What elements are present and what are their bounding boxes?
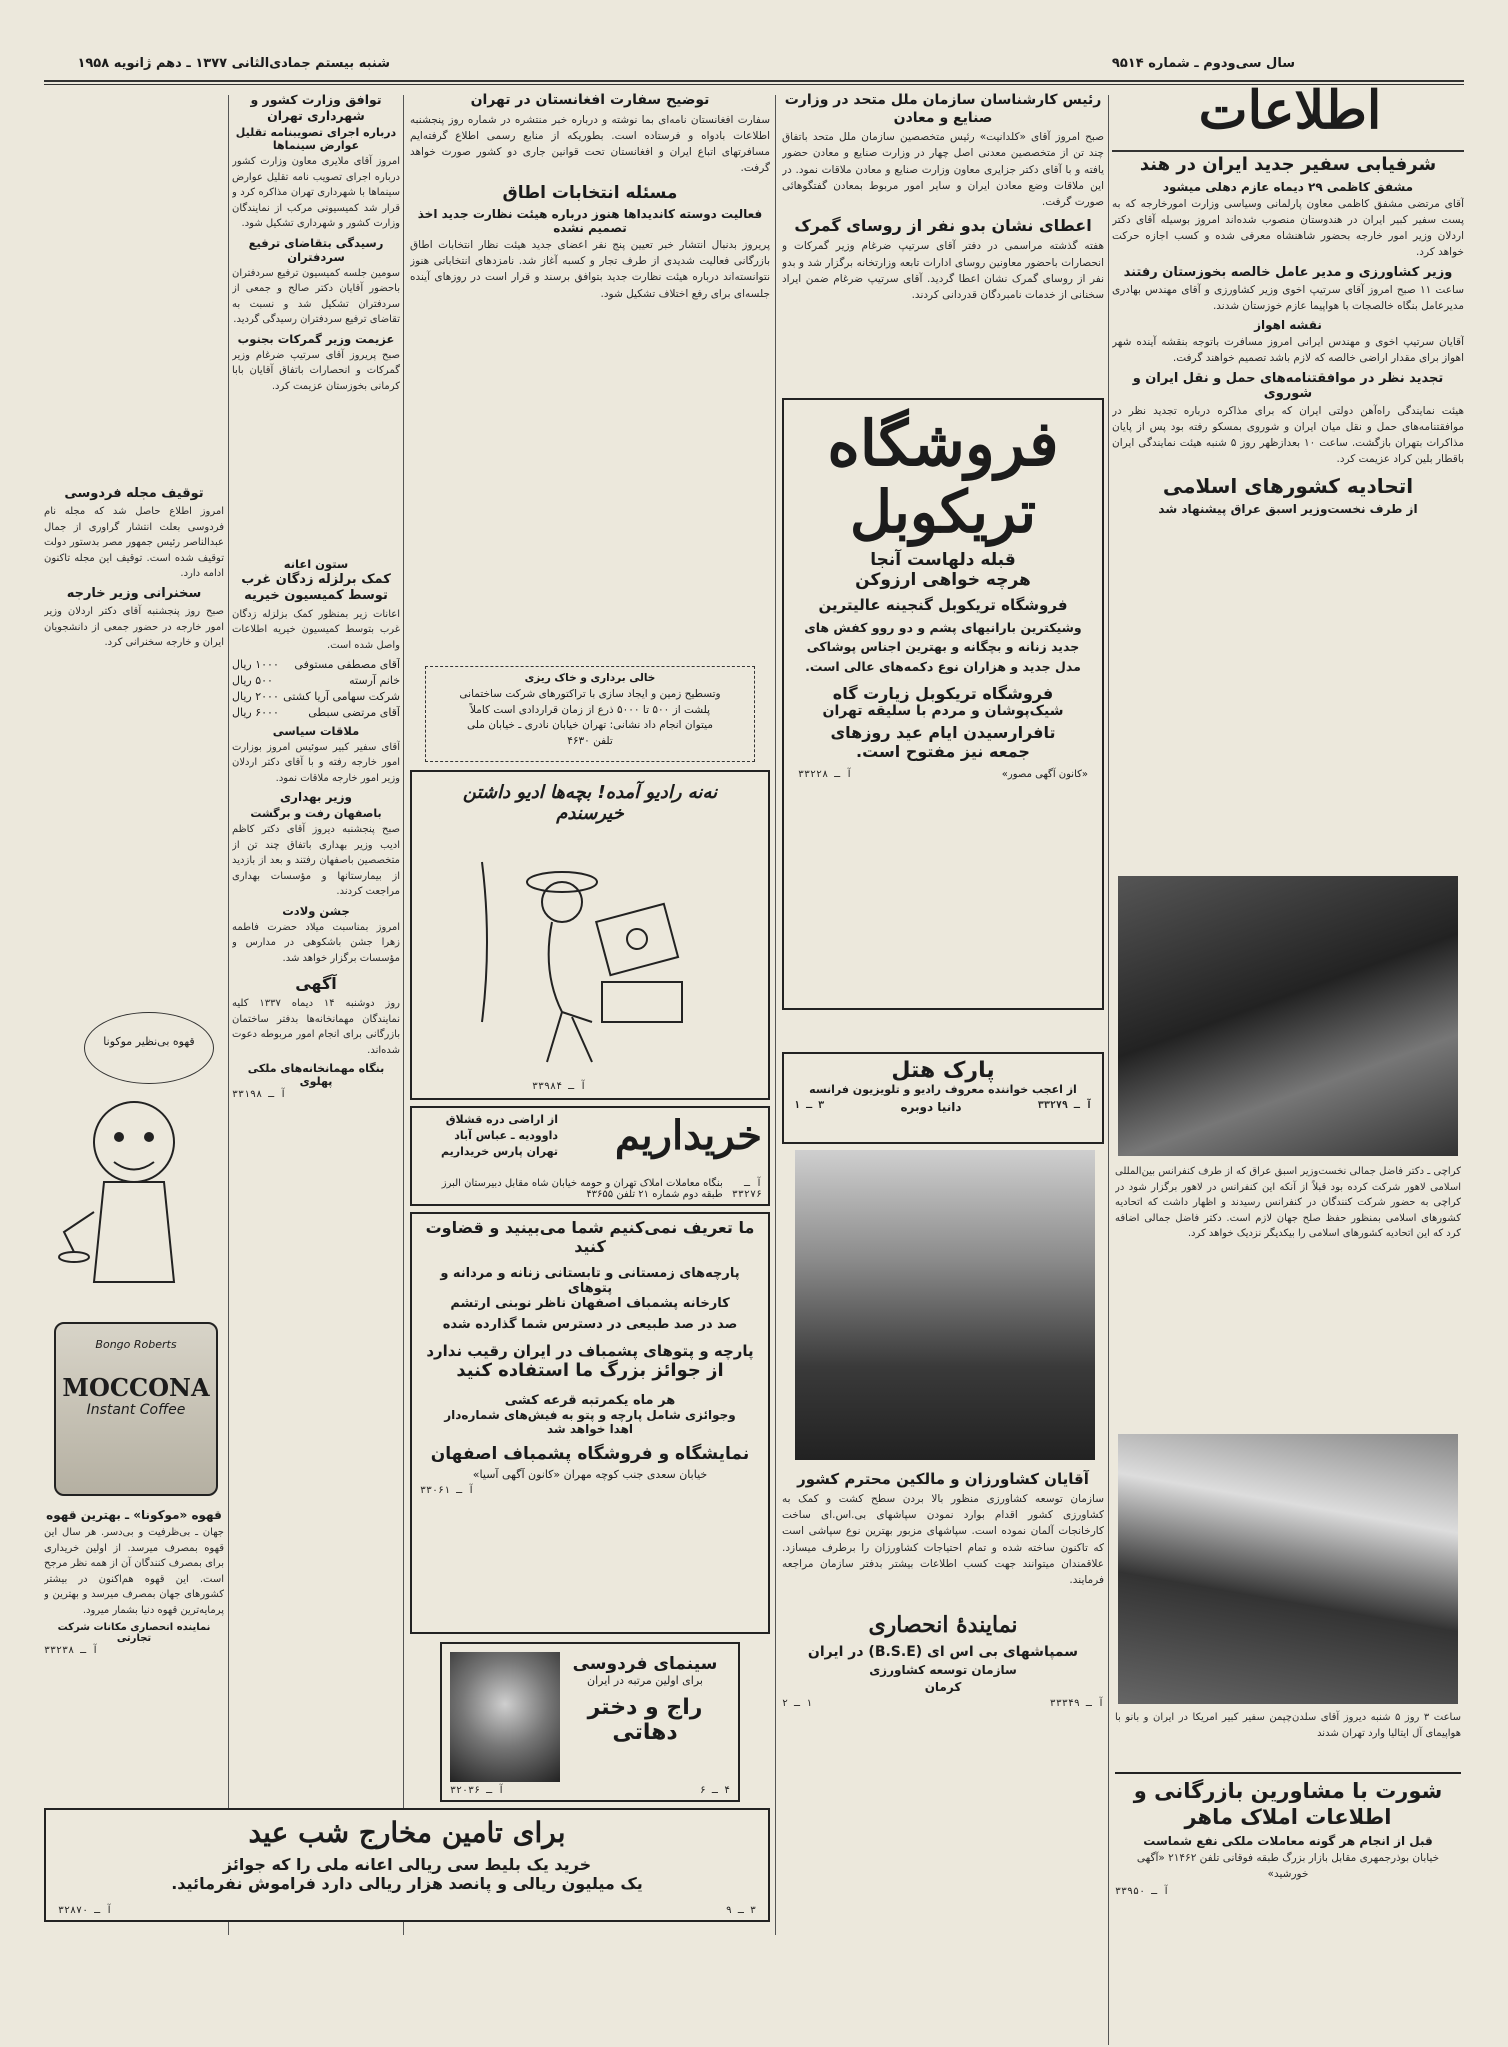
lottery-ad bbox=[44, 1808, 770, 1922]
ad-line: فروشگاه تریکوبل گنجینه عالیترین bbox=[818, 595, 1068, 614]
speech-bubble: قهوه بی‌نظیر موکونا bbox=[84, 1012, 214, 1084]
ad-date: ۴ ـ ۶ bbox=[699, 1785, 730, 1796]
ad-code: آ ـ ۳۳۹۵۰ bbox=[1115, 1886, 1170, 1898]
article-text: امروز بمناسبت میلاد حضرت فاطمه زهرا جشن باشکوهی در مدارس و مؤسسات برگزار خواهد شد. bbox=[232, 921, 400, 964]
ad-city: کرمان bbox=[924, 1679, 962, 1694]
article-text: سفارت افغانستان نامه‌ای بما نوشته و درباره خبر منتشره در شماره روز پنجشنبه اطلاعات بادواه و فرستاده است. بطوریکه از منابع رسمی اطلاع گرفته‌ایم مسافرتهای اتباع ایران و افغانستان تحت قوانین جاری دو کشور صورت خواهد گرفت. bbox=[410, 113, 770, 175]
photo-caption: ساعت ۳ روز ۵ شنبه دیروز آقای سلدن‌چپمن سفیر کبیر امریکا در ایران و بانو با هواپیمای آل ایتالیا وارد تهران شدند bbox=[1115, 1712, 1461, 1739]
subheadline: از طرف نخست‌وزیر اسبق عراق پیشنهاد شد bbox=[1158, 501, 1418, 516]
date-line: شنبه بیستم جمادی‌الثانی ۱۳۷۷ ـ دهم ژانویه ۱۹۵۸ bbox=[77, 56, 390, 71]
headline: سخنرانی وزیر خارجه bbox=[66, 585, 202, 601]
article-text: امروز اطلاع حاصل شد که مجله نام فردوسی بعلت انتشار گراوری از جمال عبدالناصر رئیس جمهور مصر بدستور دولت توقیف شده است. توقیف این مجله تاکنون ادامه دارد. bbox=[44, 506, 224, 580]
donation-amount: ۱۰۰۰ ریال bbox=[232, 658, 279, 671]
ad-code: آ ـ ۳۳۰۶۱ bbox=[420, 1485, 475, 1496]
trikobel-ad bbox=[782, 398, 1104, 1010]
headline: تجدید نظر در موافقتنامه‌های حمل و نقل ایران و شوروی bbox=[1132, 370, 1444, 401]
news-photo bbox=[1118, 876, 1458, 1156]
ad-code: آ ـ ۳۳۲۲۸ bbox=[798, 769, 853, 781]
real-estate-ad bbox=[1115, 1772, 1461, 1917]
coffee-can bbox=[54, 1322, 218, 1496]
ad-title: تریکوبل bbox=[849, 478, 1037, 547]
ad-line: برای اولین مرتبه در ایران bbox=[587, 1674, 703, 1687]
donation-row bbox=[232, 657, 400, 673]
ad-title: شورت با مشاورین بازرگانی و اطلاعات املاک ماهر bbox=[1133, 1779, 1443, 1830]
ad-code: آ ـ ۳۳۲۷۶ bbox=[731, 1178, 762, 1200]
ad-date: ۱ ـ ۲ bbox=[782, 1697, 813, 1709]
subheadline: مشفق کاظمی ۲۹ دیماه عازم دهلی میشود bbox=[1162, 179, 1414, 194]
donor-name: آقای مرتضی سبطی bbox=[308, 705, 400, 719]
donor-name: خانم آرسته bbox=[349, 673, 400, 687]
headline: اتحادیه کشورهای اسلامی bbox=[1162, 473, 1414, 498]
col4-news-top bbox=[232, 92, 400, 552]
headline: رسیدگی بتقاضای ترفیع سردفتران bbox=[248, 235, 384, 264]
article-text: روز دوشنبه ۱۴ دیماه ۱۳۳۷ کلیه نمایندگان مهمانخانه‌ها بدفتر ساختمان بازرگانی برای انجام امور مربوطه دعوت شده‌اند. bbox=[232, 998, 400, 1056]
subheadline: فعالیت دوسته کاندیداها هنوز درباره هیئت نظارت جدید اخذ تصمیم نشده bbox=[417, 206, 763, 235]
article-text: صبح پریروز آقای سرتیپ ضرغام وزیر گمرکات و انحصارات باتفاق آقایان بابا کرمانی بخوزستان عزیمت کرد. bbox=[232, 349, 400, 392]
cartoon-illustration bbox=[452, 822, 732, 1072]
ad-line: از اعجب خواننده معروف رادیو و تلویزیون فرانسه bbox=[809, 1083, 1077, 1096]
ad-title: پارک هتل bbox=[891, 1058, 995, 1083]
ad-line: تهران پارس خریداریم bbox=[441, 1144, 558, 1158]
ad-line: شیک‌پوشان و مردم با سلیقه تهران bbox=[822, 703, 1064, 720]
construction-ad bbox=[425, 666, 755, 762]
ad-line: از جوائز بزرگ ما استفاده کنید bbox=[456, 1360, 724, 1381]
can-brand: MOCCONA bbox=[62, 1373, 210, 1402]
headline: وزیر بهداری bbox=[280, 790, 352, 805]
donation-row bbox=[232, 705, 400, 721]
ad-line: خرید یک بلیط سی ریالی اعانه ملی را که جوائز bbox=[222, 1855, 592, 1874]
ad-line: راج و دختر دهاتی bbox=[587, 1695, 703, 1745]
radio-cartoon-ad bbox=[410, 770, 770, 1100]
ad-sub: قبل از انجام هر گونه معاملات ملکی نفع شماست bbox=[1143, 1833, 1433, 1848]
ad-line: نمایشگاه و فروشگاه پشمباف اصفهان bbox=[430, 1444, 750, 1464]
col1-news bbox=[1112, 154, 1464, 872]
ad-brand: سمپاشهای بی اس ای (B.S.E) در ایران bbox=[807, 1643, 1079, 1660]
ad-code: آ ـ ۳۳۲۳۸ bbox=[44, 1645, 99, 1656]
headline: توسط کمیسیون خیریه bbox=[244, 588, 388, 604]
ad-line: پارچه و پتوهای پشمباف در ایران رقیب ندارد bbox=[426, 1342, 754, 1360]
headline: کمک برلزله زدگان غرب bbox=[241, 572, 391, 587]
park-hotel-ad bbox=[782, 1052, 1104, 1144]
headline: آگهی bbox=[295, 974, 337, 994]
ad-line: هرچه خواهی ارزوکن bbox=[855, 569, 1031, 590]
article-text: سومین جلسه کمیسیون ترفیع سردفتران باحضور آقایان دکتر صالح و جمعی از سردفتران تشکیل شد و نسبت به تقاضای ترفیع سردفتران رسیدگی گردید. bbox=[232, 267, 400, 326]
headline: مسئله انتخابات اطاق bbox=[502, 182, 678, 203]
donation-amount: ۶۰۰۰ ریال bbox=[232, 705, 279, 719]
cartoon-speech: نه‌نه رادیو آمده! بچه‌ها ادیو داشتن خیرسندم bbox=[462, 782, 718, 824]
ad-code: آ ـ ۳۳۹۸۴ bbox=[532, 1081, 587, 1092]
ad-title: ما تعریف نمی‌کنیم شما می‌بینید و قضاوت کنید bbox=[425, 1218, 755, 1256]
land-purchase-ad bbox=[410, 1106, 770, 1206]
donation-row bbox=[232, 673, 400, 689]
ad-line: تلفن ۴۶۳۰ bbox=[567, 735, 613, 747]
ad-code: آ ـ ۳۲۰۳۶ bbox=[450, 1785, 505, 1796]
ad-title: فروشگاه bbox=[827, 407, 1059, 480]
ad-line: صد در صد طبیعی در دسترس شما گذارده شده bbox=[442, 1317, 738, 1332]
sprayer-photo bbox=[795, 1150, 1095, 1460]
ad-code: آ ـ ۳۳۱۹۸ bbox=[232, 1089, 287, 1101]
col5-news bbox=[44, 486, 224, 866]
headline: شرفیابی سفیر جدید ایران در هند bbox=[1139, 154, 1437, 175]
can-label-top: Bongo Roberts bbox=[95, 1338, 177, 1351]
col4-news-bottom bbox=[232, 554, 400, 1780]
subheadline: درباره اجرای تصویبنامه تقلیل عوارض سینماها bbox=[235, 126, 397, 153]
ad-line: کارخانه پشمباف اصفهان ناظر نوبنی ارتشم bbox=[450, 1296, 730, 1311]
ad-line: وشیکترین بارانیهای پشم و دو روو کفش های جدید زنانه و بچگانه و بهترین اجناس پوشاکی مدل جدید و هزاران نوع دکمه‌های عالی است. bbox=[804, 619, 1082, 674]
coffee-ad-illustration bbox=[44, 1012, 224, 1502]
headline: توقیف مجله فردوسی bbox=[64, 486, 204, 501]
ad-footer: نماینده انحصاری مکانات شرکت تجارتی bbox=[57, 1622, 211, 1644]
ad-rep: نمایندهٔ انحصاری bbox=[868, 1612, 1018, 1639]
headline: عزیمت وزیر گمرکات بجنوب bbox=[237, 331, 395, 346]
ad-line: یک میلیون ریالی و پانصد هزار ریالی دارد فراموش نفرمائید. bbox=[171, 1874, 643, 1893]
ad-line: فروشگاه تریکوبل زیارت گاه bbox=[832, 684, 1054, 704]
fabric-ad bbox=[410, 1212, 770, 1634]
ad-address: خیابان بوذرجمهری مقابل بازار بزرگ طبقه فوقانی تلفن ۲۱۴۶۲ «آگهی خورشید» bbox=[1136, 1851, 1440, 1880]
headline: ملاقات سیاسی bbox=[272, 723, 360, 738]
ad-code: آ ـ ۳۳۳۴۹ bbox=[1049, 1697, 1104, 1709]
ad-text: جهان ـ بی‌ظرفیت و بی‌دسر. هر سال این قهوه بمصرف میرسد. از اولین خریداری برای بمصرف کنندگان آن از همه نظر مرجح است. این قهوه هم‌اکنون در بیشتر کشورهای جهان بمصرف میرسد و بهترین و پرمایه‌ترین قهوه دنیا بشمار میرود. bbox=[44, 1527, 224, 1616]
ad-line: تافرارسیدن ایام عید روزهای bbox=[830, 723, 1056, 743]
article-text: صبح امروز آقای «کلدانیت» رئیس متخصصین سازمان ملل متحد باتفاق چند تن از متخصصین معدنی اصل چهار در وزارت صنایع و معادن حضور یافته و با آقای دکتر جزایری معاون وزارت صنایع و معادن ملاقات نمود. در این ملاقات وضع معادن ایران و سایر امور مربوط بمعادن گفتگوهائی صورت گرفت. bbox=[782, 131, 1104, 209]
ad-title: خریداریم bbox=[614, 1112, 762, 1159]
issue-number: سال سی‌ودوم ـ شماره ۹۵۱۴ bbox=[1111, 56, 1295, 71]
ad-address: بنگاه معاملات املاک تهران و حومه خیابان شاه مقابل دبیرستان البرز طبقه دوم شماره ۲۱ تلفن ۴۳۶۵۵ bbox=[441, 1178, 723, 1200]
can-subtitle: Instant Coffee bbox=[86, 1402, 186, 1418]
ad-title: برای تامین مخارج شب عید bbox=[248, 1816, 566, 1849]
headline: نقشه اهواز bbox=[1254, 318, 1322, 333]
ad-line: قبله دلهاست آنجا bbox=[870, 549, 1016, 570]
donor-name: شرکت سهامی آریا کشتی bbox=[283, 689, 400, 703]
ad-line: دانیا دوبره bbox=[900, 1100, 962, 1114]
col2-news bbox=[782, 92, 1104, 394]
actor-photo bbox=[450, 1652, 560, 1782]
ad-line: از اراضی دره قشلاق bbox=[445, 1113, 558, 1126]
article-text: پریروز بدنبال انتشار خبر تعیین پنج نفر اعضای جدید هیئت نظار انتخابات اطاق بازرگانی فعالیت شدیدی از طرف تجار و کسبه آغاز شد. نامزدهای انتخاباتی هنوز نتوانسته‌اند درباره هیئت نظارت جدید بتوافق برسند و قرار است در روزهای آینده جلسه‌ای برای رفع اختلاف تشکیل شود. bbox=[410, 238, 770, 300]
subheadline: باصفهان رفت و برگشت bbox=[250, 807, 382, 821]
article-text: اعانات زیر بمنظور کمک بزلزله زدگان غرب بتوسط کمیسیون خیریه اطلاعات واصل شده است. bbox=[232, 608, 400, 651]
cinema-ad bbox=[440, 1642, 740, 1802]
masthead-logo: اطلاعات bbox=[1198, 80, 1382, 141]
ad-line: پلشت از ۵۰۰ تا ۵۰۰۰ ذرع از زمان قراردادی است کاملاً bbox=[469, 703, 711, 716]
ad-footer: «کانون آگهی مصور» bbox=[1001, 769, 1088, 781]
donor-name: آقای مصطفی مستوفی bbox=[294, 658, 400, 671]
headline: وزیر کشاورزی و مدیر عامل خالصه بخوزستان رفتند bbox=[1123, 264, 1453, 280]
ad-line: وتسطیح زمین و ایجاد سازی با تراکتورهای شرکت ساختمانی bbox=[459, 687, 721, 700]
ad-line: داوودیه ـ عباس آباد bbox=[454, 1128, 558, 1142]
ad-line: خیابان سعدی جنب کوچه مهران «کانون آگهی آسیا» bbox=[472, 1468, 708, 1481]
ad-line: اهدا خواهد شد bbox=[546, 1422, 634, 1436]
ad-title: قهوه «موکونا» ـ بهترین قهوه bbox=[46, 1508, 222, 1522]
ad-line: هر ماه یکمرتبه قرعه کشی bbox=[504, 1393, 676, 1408]
donation-amount: ۵۰۰ ریال bbox=[232, 673, 273, 687]
article-text: آقای سفیر کبیر سوئیس امروز بوزارت امور خارجه رفته و با آقای دکتر اردلان وزیر امور خارجه ملاقات نمود. bbox=[232, 741, 400, 784]
ad-line: جمعه نیز مفتوح است. bbox=[856, 742, 1030, 762]
sprayer-ad bbox=[782, 1470, 1104, 1890]
ad-code: آ ـ ۳۲۸۷۰ bbox=[58, 1905, 113, 1916]
headline: رئیس کارشناسان سازمان ملل متحد در وزارت صنایع و معادن bbox=[784, 92, 1102, 126]
ad-org: سازمان توسعه کشاورزی bbox=[869, 1662, 1017, 1677]
article-text: هیئت نمایندگی راه‌آهن دولتی ایران که برای مذاکره درباره تجدید نظر در موافقتنامه‌های حمل و نقل میان ایران و شوروی بمسکو رفته بود پس از پایان مذاکرات بتهران بازگشت. ساعت ۱۰ بعدازظهر روز ۵ شنبه هیئت نمایندگی ایران باقطار بلین کراد عزیمت کرد. bbox=[1112, 404, 1464, 466]
headline: توافق وزارت کشور و شهرداری تهران bbox=[250, 92, 382, 123]
ad-title: آقایان کشاورزان و مالکین محترم کشور bbox=[797, 1470, 1089, 1488]
ad-line: پارچه‌های زمستانی و تابستانی زنانه و مردانه و پتوهای bbox=[440, 1266, 740, 1296]
ad-line: وجوائزی شامل پارچه و پتو به فیش‌های شماره‌دار bbox=[444, 1408, 736, 1422]
article-text: آقایان سرتیپ اخوی و مهندس ایرانی امروز مسافرت باتوجه بنقشه آینده شهر اهواز برای مقدار اراضی خالصه که لازم باشد تصمیم خواهند گرفت. bbox=[1112, 336, 1464, 365]
article-text: صبح روز پنجشنبه آقای دکتر اردلان وزیر امور خارجه در حضور جمعی از دانشجویان ایران و خارجه سخنرانی کرد. bbox=[44, 606, 224, 648]
headline: جشن ولادت bbox=[282, 903, 350, 918]
headline: توضیح سفارت افغانستان در تهران bbox=[470, 92, 710, 108]
ad-line: میتوان انجام داد نشانی: تهران خیابان نادری ـ خیابان ملی bbox=[467, 719, 713, 732]
headline: اعطای نشان بدو نفر از روسای گمرک bbox=[794, 216, 1092, 236]
article-text: ساعت ۱۱ صبح امروز آقای سرتیپ اخوی وزیر کشاورزی و آقای مهندس بهادری مدیرعامل بنگاه خالصجات با هواپیما عازم خوزستان شدند. bbox=[1112, 283, 1464, 312]
article-text: صبح پنجشنبه دیروز آقای دکتر کاظم ادیب وزیر بهداری باتفاق چند تن از متخصصین باصفهان رفتند و بعد از بازدید از بیمارستانها و مؤسسات بهداری مراجعت کردند. bbox=[232, 824, 400, 898]
waiter-cartoon bbox=[54, 1082, 214, 1332]
ad-date: ۳ ـ ۱ bbox=[794, 1100, 825, 1111]
article-text: هفته گذشته مراسمی در دفتر آقای سرتیپ ضرغام وزیر گمرکات و انحصارات باحضور معاونین روسای ادارات تابعه وزارتخانه برگزار شد و بدو نفر از روسای گمرک نشان اعطا گردید. آقای سرتیپ ضرغام ضمن ایراد سخنانی از خدمات نامبردگان قدردانی کردند. bbox=[782, 240, 1104, 302]
col3-news bbox=[410, 92, 770, 662]
ad-line: خالی برداری و خاک ریزی bbox=[524, 672, 656, 684]
ad-title: سینمای فردوسی bbox=[572, 1654, 718, 1674]
headline: ستون اعانه bbox=[283, 557, 349, 571]
ad-code: آ ـ ۳۳۲۷۹ bbox=[1037, 1100, 1092, 1111]
donation-amount: ۲۰۰۰ ریال bbox=[232, 689, 279, 703]
donation-row bbox=[232, 689, 400, 705]
news-photo bbox=[1118, 1434, 1458, 1704]
photo-caption: کراچی ـ دکتر فاضل جمالی نخست‌وزیر اسبق عراق که از طرف کنفرانس بین‌المللی اسلامی لاهور شرکت کرده بود قبلاً از آنکه این کنفرانس در لاهور برگزار شود در کراچی به حضور شرکت کنندگان در کنفرانس رسیدند و اظهار داشت که اتحادیه کشورهای اسلامی بمنظور حفظ صلح جهان لازم است. دکتر فاضل جمالی اضافه کرد که این اتحادیه کشورهای اسلامی را بیکدیگر نزدیک خواهد کرد. bbox=[1115, 1166, 1461, 1239]
ad-text: سازمان توسعه کشاورزی منظور بالا بردن سطح کشت و کمک به کشاورزی کشور اقدام بوارد نمودن سپاشهای بی.اس.ای ساخت کارخانجات آلمان نموده است. سپاشهای مزبور بهترین نوع سپاشی است که تاکنون ساخته شده و تمام احتیاجات کشاورزان را برطرف میسازد. علاقمندان میتوانند جهت کسب اطلاعات بیشتر بدفتر سازمان مراجعه فرمایند. bbox=[782, 1492, 1104, 1587]
ad-sign: بنگاه مهمانخانه‌های ملکی پهلوی bbox=[247, 1062, 385, 1089]
ad-date: ۳ ـ ۹ bbox=[725, 1905, 756, 1916]
donation-list bbox=[232, 657, 400, 721]
article-text: امروز آقای ملایری معاون وزارت کشور درباره اجرای تصویب نامه تقلیل عوارض سینماها با شهرداری تهران مذاکره کرد و قرار شد کمیسیونی مرکب از نمایندگان وزارت کشور و شهرداری تشکیل شود. bbox=[232, 156, 400, 230]
article-text: آقای مرتضی مشفق کاظمی معاون پارلمانی وسیاسی وزارت امورخارجه که به پست سفیر کبیر ایران در هندوستان منصوب شده‌اند امروز بوسیله آقای دکتر اردلان وزیر امور خارجه بحضور شاهنشاه معرفی شده و کسب اجازه حرکت خواهد کرد. bbox=[1112, 197, 1464, 259]
